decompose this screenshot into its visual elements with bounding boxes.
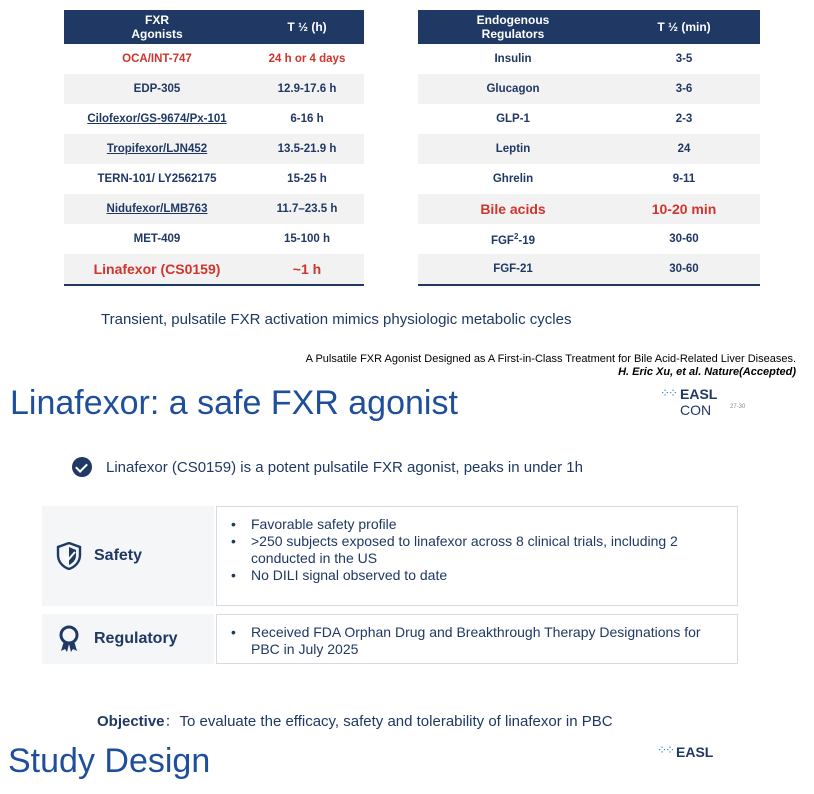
safety-bullets — [216, 506, 738, 606]
table-row — [64, 74, 364, 104]
cell-name: Cilofexor/GS-9674/Px-101 — [87, 113, 227, 125]
table-bottom-rule — [418, 284, 760, 286]
table-header — [64, 10, 364, 44]
award-ribbon-icon — [56, 625, 82, 653]
cell-name: Ghrelin — [492, 173, 534, 185]
table-bottom-rule — [64, 284, 364, 286]
objective-sep: ： — [164, 713, 180, 730]
table-row — [418, 104, 760, 134]
fxr-agonists-table — [64, 10, 364, 286]
regulatory-bullets — [216, 614, 738, 664]
list-item: • Favorable safety profile — [229, 516, 727, 533]
objective-line — [97, 710, 613, 731]
table-row — [64, 104, 364, 134]
easl-logo-text: EASL CON — [680, 386, 718, 418]
cell-name: MET-409 — [133, 233, 181, 245]
cell-name: EDP-305 — [133, 83, 181, 95]
cell-name: Bile acids — [480, 201, 546, 217]
section-title: Linafexor: a safe FXR agonist — [10, 384, 458, 422]
cell-value: 24 h or 4 days — [268, 53, 346, 65]
easl-logo — [660, 384, 750, 418]
cell-name: Tropifexor/LJN452 — [106, 143, 208, 155]
list-item: • >250 subjects exposed to linafexor across 8 clinical trials, including 2 conducted in the US — [229, 533, 727, 567]
cell-name: Nidufexor/LMB763 — [106, 203, 208, 215]
objective-text: To evaluate the efficacy, safety and tolerability of linafexor in PBC — [179, 713, 613, 730]
table-row — [64, 254, 364, 284]
table-row — [418, 74, 760, 104]
easl-logo-small: 27-30 — [730, 404, 746, 410]
cell-value: 24 — [677, 143, 691, 155]
cell-value: 2-3 — [675, 113, 693, 125]
easl-dots-icon: ⁘⁘ — [657, 743, 674, 757]
cell-name: Insulin — [494, 53, 532, 65]
easl-logo — [657, 743, 717, 763]
regulatory-label-panel — [42, 614, 214, 664]
table-header — [418, 10, 760, 44]
cell-value: 30-60 — [669, 263, 699, 275]
table-row — [64, 194, 364, 224]
header-half-life: T ½ (h) — [287, 20, 327, 34]
header-agonists: FXR Agonists — [131, 13, 183, 41]
table-row — [64, 164, 364, 194]
header-regulators: Endogenous Regulators — [476, 13, 550, 41]
easl-logo-text: EASL — [676, 744, 714, 760]
endogenous-regulators-table — [418, 10, 760, 286]
table-row — [418, 224, 760, 254]
cell-name: GLP-1 — [496, 113, 530, 125]
cell-value: 15-25 h — [287, 173, 327, 185]
cell-name: FGF$^2$-19 — [490, 231, 536, 247]
cell-value: 12.9-17.6 h — [277, 83, 337, 95]
regulatory-label: Regulatory — [94, 630, 178, 647]
safety-label-panel — [42, 506, 214, 606]
shield-check-icon — [56, 542, 82, 570]
table-row — [64, 44, 364, 74]
table-row — [418, 254, 760, 284]
highlight-text: Linafexor (CS0159) is a potent pulsatile FXR agonist, peaks in under 1h — [106, 458, 583, 476]
safety-label: Safety — [94, 547, 143, 564]
section-title: Study Design — [8, 742, 211, 780]
cell-name: Glucagon — [486, 83, 540, 95]
check-circle-icon — [72, 457, 92, 477]
easl-dots-icon: ⁘⁘ — [660, 386, 677, 400]
list-item: • No DILI signal observed to date — [229, 567, 727, 584]
cell-value: 30-60 — [669, 233, 699, 245]
reference-authors: H. Eric Xu, et al. Nature(Accepted) — [618, 366, 796, 378]
table-row — [64, 224, 364, 254]
cell-name: OCA/INT-747 — [122, 53, 192, 65]
table-row — [418, 134, 760, 164]
cell-value: 9-11 — [672, 173, 696, 185]
cell-name: Leptin — [495, 143, 531, 155]
list-item: • Received FDA Orphan Drug and Breakthrough Therapy Designations for PBC in July 2025 — [229, 624, 727, 658]
cell-value: 3-6 — [675, 83, 693, 95]
cell-name: FGF-21 — [493, 263, 533, 275]
reference-title: A Pulsatile FXR Agonist Designed as A First-in-Class Treatment for Bile Acid-Related Liver Diseases. — [305, 353, 796, 365]
objective-label: Objective — [97, 713, 165, 730]
table-row — [64, 134, 364, 164]
cell-name: Linafexor (CS0159) — [93, 261, 221, 277]
cell-value: 15-100 h — [283, 233, 331, 245]
cell-name: TERN-101/ LY2562175 — [97, 173, 217, 185]
table-row — [418, 164, 760, 194]
cell-value: 13.5-21.9 h — [277, 143, 337, 155]
table-row — [418, 194, 760, 224]
cell-value: 11.7–23.5 h — [276, 203, 338, 215]
cell-value: ~1 h — [292, 261, 322, 277]
table-caption: Transient, pulsatile FXR activation mimics physiologic metabolic cycles — [101, 311, 572, 328]
cell-value: 3-5 — [675, 53, 693, 65]
table-row — [418, 44, 760, 74]
header-half-life: T ½ (min) — [657, 20, 711, 34]
cell-value: 10-20 min — [651, 201, 717, 217]
cell-value: 6-16 h — [290, 113, 324, 125]
highlight-line — [72, 457, 583, 477]
